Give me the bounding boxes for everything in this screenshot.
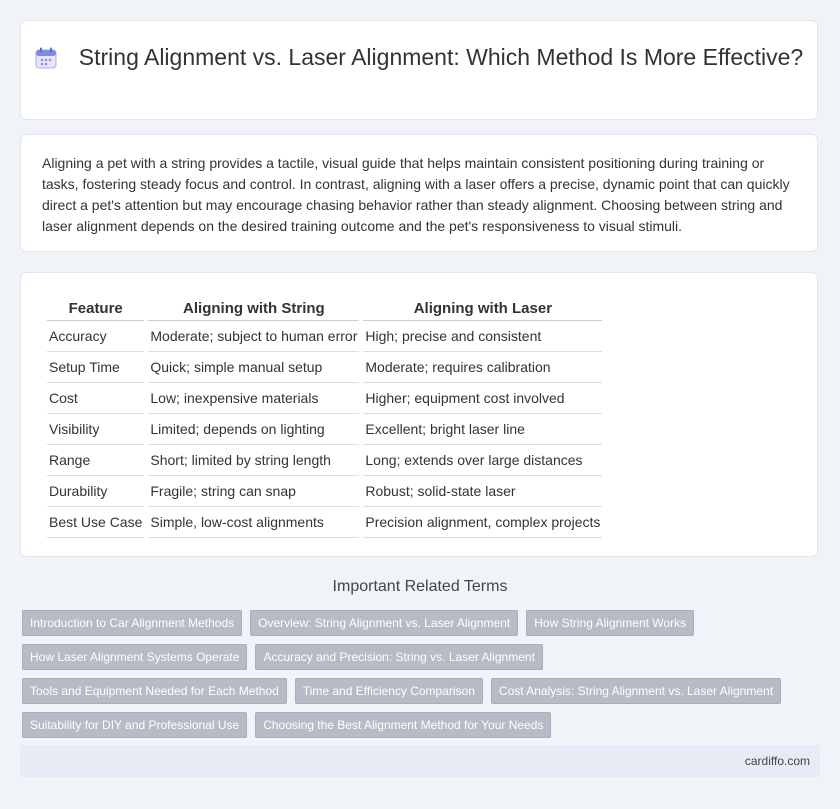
- table-cell: Higher; equipment cost involved: [363, 383, 602, 414]
- calendar-icon: [35, 47, 57, 67]
- related-term-tag[interactable]: Suitability for DIY and Professional Use: [22, 712, 247, 738]
- comparison-table-card: [20, 272, 818, 557]
- related-term-tag[interactable]: Accuracy and Precision: String vs. Laser Alignment: [255, 644, 542, 670]
- related-term-tag[interactable]: Introduction to Car Alignment Methods: [22, 610, 242, 636]
- table-cell: Fragile; string can snap: [148, 476, 359, 507]
- table-cell: High; precise and consistent: [363, 321, 602, 352]
- table-cell: Robust; solid-state laser: [363, 476, 602, 507]
- table-cell: Setup Time: [47, 352, 144, 383]
- table-row: [47, 383, 602, 414]
- table-cell: Long; extends over large distances: [363, 445, 602, 476]
- table-cell: Cost: [47, 383, 144, 414]
- table-cell: Accuracy: [47, 321, 144, 352]
- related-term-tag[interactable]: How Laser Alignment Systems Operate: [22, 644, 247, 670]
- table-cell: Short; limited by string length: [148, 445, 359, 476]
- table-cell: Limited; depends on lighting: [148, 414, 359, 445]
- column-header-feature: Feature: [47, 295, 144, 321]
- column-header-string: Aligning with String: [148, 295, 359, 321]
- related-term-tag[interactable]: How String Alignment Works: [526, 610, 694, 636]
- related-terms-list: [22, 610, 822, 746]
- table-cell: Excellent; bright laser line: [363, 414, 602, 445]
- table-row: [47, 321, 602, 352]
- footer-site-link[interactable]: cardiffo.com: [744, 754, 810, 768]
- table-cell: Precision alignment, complex projects: [363, 507, 602, 538]
- footer: [20, 745, 820, 777]
- column-header-laser: Aligning with Laser: [363, 295, 602, 321]
- related-term-tag[interactable]: Cost Analysis: String Alignment vs. Laser Alignment: [491, 678, 781, 704]
- related-term-tag[interactable]: Overview: String Alignment vs. Laser Alignment: [250, 610, 518, 636]
- table-cell: Moderate; requires calibration: [363, 352, 602, 383]
- table-cell: Range: [47, 445, 144, 476]
- comparison-table: [43, 295, 606, 538]
- related-term-tag[interactable]: Tools and Equipment Needed for Each Method: [22, 678, 287, 704]
- table-cell: Visibility: [47, 414, 144, 445]
- table-cell: Moderate; subject to human error: [148, 321, 359, 352]
- table-cell: Quick; simple manual setup: [148, 352, 359, 383]
- page-title: String Alignment vs. Laser Alignment: Which Method Is More Effective?: [78, 44, 804, 70]
- table-row: [47, 476, 602, 507]
- table-cell: Best Use Case: [47, 507, 144, 538]
- table-cell: Simple, low-cost alignments: [148, 507, 359, 538]
- table-header-row: [47, 295, 602, 321]
- related-term-tag[interactable]: Time and Efficiency Comparison: [295, 678, 483, 704]
- table-row: [47, 414, 602, 445]
- table-cell: Durability: [47, 476, 144, 507]
- related-terms-heading: Important Related Terms: [332, 578, 508, 595]
- intro-card: [20, 134, 818, 252]
- intro-paragraph: Aligning a pet with a string provides a tactile, visual guide that helps maintain consistent positioning during training or tasks, fostering steady focus and control. In contrast, aligning with a laser offers a precise, dynamic point that can quickly direct a pet's attention but may encourage chasing behavior rather than steady alignment. Choosing between string and laser alignment depends on the desired training outcome and the pet's responsiveness to visual stimuli.: [42, 155, 790, 234]
- page-title-wrap: [21, 43, 817, 72]
- header-card: [20, 20, 818, 120]
- table-row: [47, 445, 602, 476]
- table-row: [47, 352, 602, 383]
- table-row: [47, 507, 602, 538]
- table-cell: Low; inexpensive materials: [148, 383, 359, 414]
- related-term-tag[interactable]: Choosing the Best Alignment Method for Your Needs: [255, 712, 551, 738]
